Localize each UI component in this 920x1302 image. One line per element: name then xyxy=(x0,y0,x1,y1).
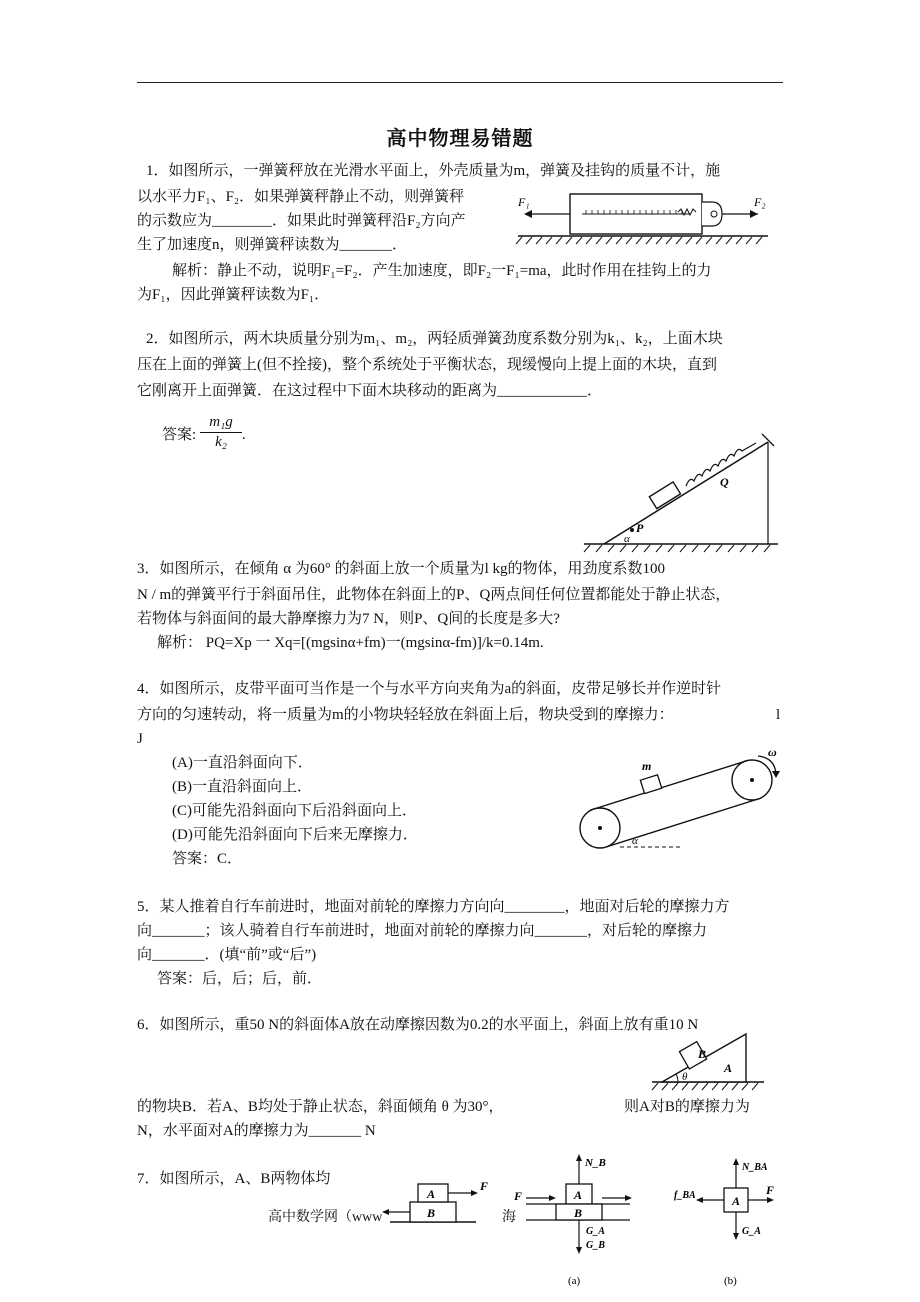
q2-answer-denominator: k₂ xyxy=(215,434,227,450)
q-label: Q xyxy=(720,475,729,489)
stacked-blocks-figure xyxy=(380,1150,780,1296)
q1-line-1: 1．如图所示，一弹簧秤放在光滑水平面上，外壳质量为m，弹簧及挂钩的质量不计，施 xyxy=(146,163,721,179)
q4-option-c: (C)可能先沿斜面向下后沿斜面向上． xyxy=(172,803,417,819)
q1-analysis-1: 解析：静止不动，说明F₁=F₂．产生加速度，即F₂一F₁=ma，此时作用在挂钩上的力 xyxy=(172,263,712,279)
q6-line-2a: 的物块B．若A、B均处于静止状态，斜面倾角 θ 为30°， xyxy=(137,1099,504,1115)
q5-line-2: 向_______；该人骑着自行车前进时，地面对前轮的摩擦力向_______，对后轮的摩擦力 xyxy=(137,923,708,939)
a-block-a-label: A xyxy=(574,1188,583,1202)
b-fba-label: f_BA xyxy=(674,1190,696,1201)
q4-option-a: (A)一直沿斜面向下． xyxy=(172,755,313,771)
footer-site-b: 海 xyxy=(502,1210,516,1225)
f1-label: F₁ xyxy=(518,195,530,209)
q1-line-4: 生了加速度n，则弹簧秤读数为_______． xyxy=(137,237,408,253)
q4-answer: 答案：C． xyxy=(172,851,243,867)
q7-line-1: 7．如图所示，A、B两物体均 xyxy=(137,1171,331,1187)
b-ga-label: G_A xyxy=(742,1226,761,1237)
q2-answer-numerator: m₁g xyxy=(200,414,242,433)
q4-option-b: (B)一直沿斜面向上． xyxy=(172,779,312,795)
caption-b: (b) xyxy=(724,1275,737,1287)
q6-line-3: N，水平面对A的摩擦力为_______ N xyxy=(137,1123,376,1139)
q3-analysis: 解析： PQ=Xp 一 Xq=[(mgsinα+fm)一(mgsinα-fm)]/k=0.14m. xyxy=(157,635,544,651)
omega-label: ω xyxy=(768,745,777,759)
q2-line-1: 2．如图所示，两木块质量分别为m₁、m₂，两轻质弹簧劲度系数分别为k₁、k₂，上面木块 xyxy=(146,331,723,347)
q4-line-3: J xyxy=(137,731,143,747)
spring-scale-figure xyxy=(512,186,774,248)
q4-option-d: (D)可能先沿斜面向下后来无摩擦力． xyxy=(172,827,418,843)
q1-line-2: 以水平力F₁、F₂．如果弹簧秤静止不动，则弹簧秤 xyxy=(137,189,465,205)
b-block-a-label: A xyxy=(732,1194,741,1208)
q3-line-2: N / m的弹簧平行于斜面吊住，此物体在斜面上的P、Q两点间任何位置都能处于静止状态， xyxy=(137,587,731,603)
belt-alpha-label: α xyxy=(632,835,638,847)
a-f-left-label: F xyxy=(514,1189,523,1203)
q1-line-3: 的示数应为________．如果此时弹簧秤沿F₂方向产 xyxy=(137,213,466,229)
block-b-label: B xyxy=(698,1047,707,1061)
a-ga-label: G_A xyxy=(586,1226,605,1237)
p-label: P xyxy=(636,521,644,535)
footer-site-a: 高中数学网（www xyxy=(268,1210,383,1225)
page-title: 高中物理易错题 xyxy=(386,126,534,150)
a-gb-label: G_B xyxy=(586,1240,605,1251)
conveyor-belt-figure xyxy=(576,744,786,854)
alpha-label: α xyxy=(624,533,630,545)
q4-line-1: 4．如图所示，皮带平面可当作是一个与水平方向夹角为a的斜面，皮带足够长并作逆时针 xyxy=(137,681,722,697)
q2-answer-fraction xyxy=(200,414,242,451)
q2-answer-end: . xyxy=(242,427,246,443)
q1-analysis-2: 为F₁，因此弹簧秤读数为F₁． xyxy=(137,287,330,303)
caption-a: (a) xyxy=(568,1275,581,1287)
q4-line-2: 方向的匀速转动，将一质量为m的小物块轻轻放在斜面上后，物块受到的摩擦力： xyxy=(137,707,674,723)
q5-line-1: 5．某人推着自行车前进时，地面对前轮的摩擦力方向向________，地面对后轮的摩擦力方 xyxy=(137,899,730,915)
q4-line-2-end: l xyxy=(776,707,781,723)
f2-label: F₂ xyxy=(754,195,766,209)
b-f-label: F xyxy=(766,1183,775,1197)
wedge-block-figure xyxy=(648,1030,768,1092)
a-nb-label: N_B xyxy=(585,1157,606,1169)
left-b-label: B xyxy=(427,1206,436,1220)
left-a-label: A xyxy=(427,1187,436,1201)
m-label: m xyxy=(642,759,652,773)
top-rule xyxy=(137,82,783,83)
a-block-b-label: B xyxy=(574,1206,583,1220)
q5-answer: 答案：后，后；后，前． xyxy=(157,971,323,987)
incline-spring-figure xyxy=(582,426,782,556)
q3-line-3: 若物体与斜面间的最大静摩擦力为7 N，则P、Q间的长度是多大? xyxy=(137,611,560,627)
q6-line-2b: 则A对B的摩擦力为 xyxy=(624,1099,750,1115)
q2-answer-label: 答案: xyxy=(162,427,197,443)
theta-label: θ xyxy=(682,1071,688,1083)
wedge-a-label: A xyxy=(724,1061,733,1075)
q6-line-1: 6．如图所示，重50 N的斜面体A放在动摩擦因数为0.2的水平面上，斜面上放有重10 N xyxy=(137,1017,699,1033)
b-nba-label: N_BA xyxy=(742,1162,768,1173)
left-f-label: F xyxy=(480,1179,489,1193)
q3-line-1: 3．如图所示，在倾角 α 为60° 的斜面上放一个质量为l kg的物体，用劲度系数100 xyxy=(137,561,666,577)
q5-line-3: 向_______．(填“前”或“后”) xyxy=(137,947,317,963)
q2-line-3: 它刚离开上面弹簧．在这过程中下面木块移动的距离为____________． xyxy=(137,383,603,399)
q2-line-2: 压在上面的弹簧上(但不拴接)，整个系统处于平衡状态，现缓慢向上提上面的木块，直到 xyxy=(137,357,717,373)
